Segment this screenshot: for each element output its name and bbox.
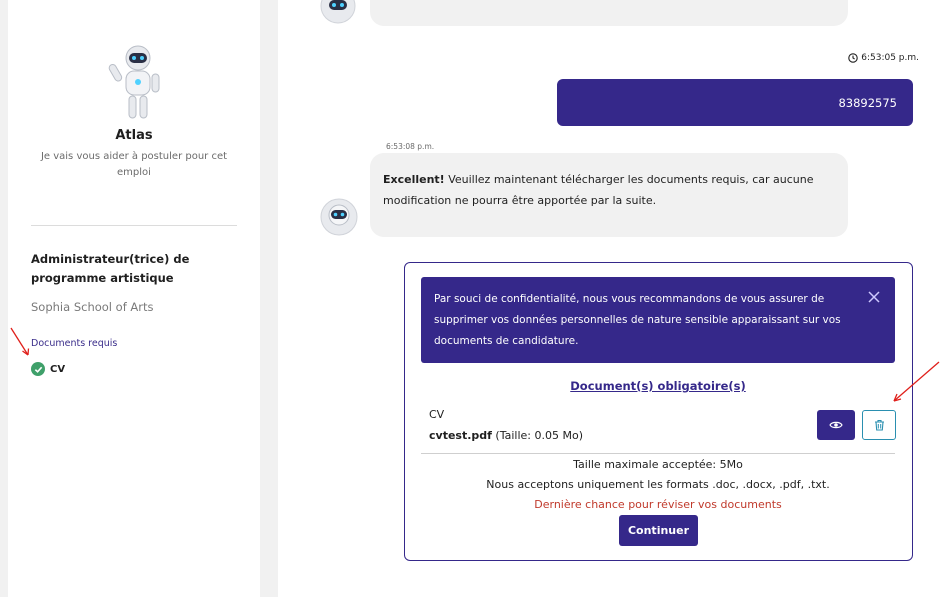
bot-avatar-icon	[320, 0, 356, 24]
sidebar	[8, 0, 260, 597]
accepted-formats-text: Nous acceptons uniquement les formats .doc, .docx, .pdf, .txt.	[486, 478, 830, 491]
annotation-arrow-icon	[888, 360, 941, 406]
job-title: Administrateur(trice) de programme artistique	[31, 252, 190, 285]
company-name: Sophia School of Arts	[31, 300, 154, 314]
chat-panel	[278, 0, 941, 597]
assistant-name: Atlas	[115, 128, 153, 143]
bot-message-timestamp: 6:53:08 p.m.	[386, 142, 435, 151]
sidebar-divider	[31, 225, 237, 226]
required-documents-link[interactable]: Document(s) obligatoire(s)	[570, 379, 746, 393]
bot-avatar-icon	[320, 198, 358, 236]
documents-required-label: Documents requis	[31, 338, 118, 349]
max-size-text: Taille maximale acceptée: 5Mo	[573, 458, 743, 471]
file-name: cvtest.pdf	[429, 429, 492, 442]
delete-document-button[interactable]	[862, 410, 896, 440]
close-icon[interactable]	[867, 290, 881, 304]
privacy-notice	[421, 277, 895, 363]
required-doc-item	[31, 362, 65, 376]
user-message-bubble: 83892575	[557, 79, 913, 126]
trash-icon	[874, 419, 885, 431]
document-type-label: CV	[429, 408, 445, 421]
view-document-button[interactable]	[817, 410, 855, 440]
bot-message-text: Veuillez maintenant télécharger les documents requis, car aucune modification ne pourra être apportée par la suite.	[383, 173, 814, 207]
privacy-notice-text: Par souci de confidentialité, nous vous recommandons de vous assurer de supprimer vos données personnelles de nature sensible apparaissant sur vos documents de candidature.	[434, 293, 841, 347]
required-doc-name: CV	[50, 363, 66, 375]
document-upload-card	[404, 262, 913, 561]
continue-button[interactable]: Continuer	[619, 515, 698, 546]
last-chance-warning: Dernière chance pour réviser vos documents	[534, 498, 782, 511]
assistant-description: Je vais vous aider à postuler pour cet emploi	[40, 151, 228, 178]
robot-avatar	[104, 44, 166, 122]
card-divider	[421, 453, 895, 454]
bot-message-emphasis: Excellent!	[383, 173, 445, 186]
file-size: (Taille: 0.05 Mo)	[491, 429, 584, 442]
user-message-timestamp	[848, 53, 919, 63]
annotation-arrow-icon	[8, 326, 34, 360]
uploaded-file-info	[429, 429, 583, 442]
bot-message-bubble	[370, 153, 848, 237]
user-timestamp-text: 6:53:05 p.m.	[861, 53, 919, 63]
check-circle-icon	[31, 362, 45, 376]
eye-icon	[829, 420, 843, 430]
clock-icon	[848, 53, 858, 63]
previous-bot-message	[370, 0, 848, 26]
